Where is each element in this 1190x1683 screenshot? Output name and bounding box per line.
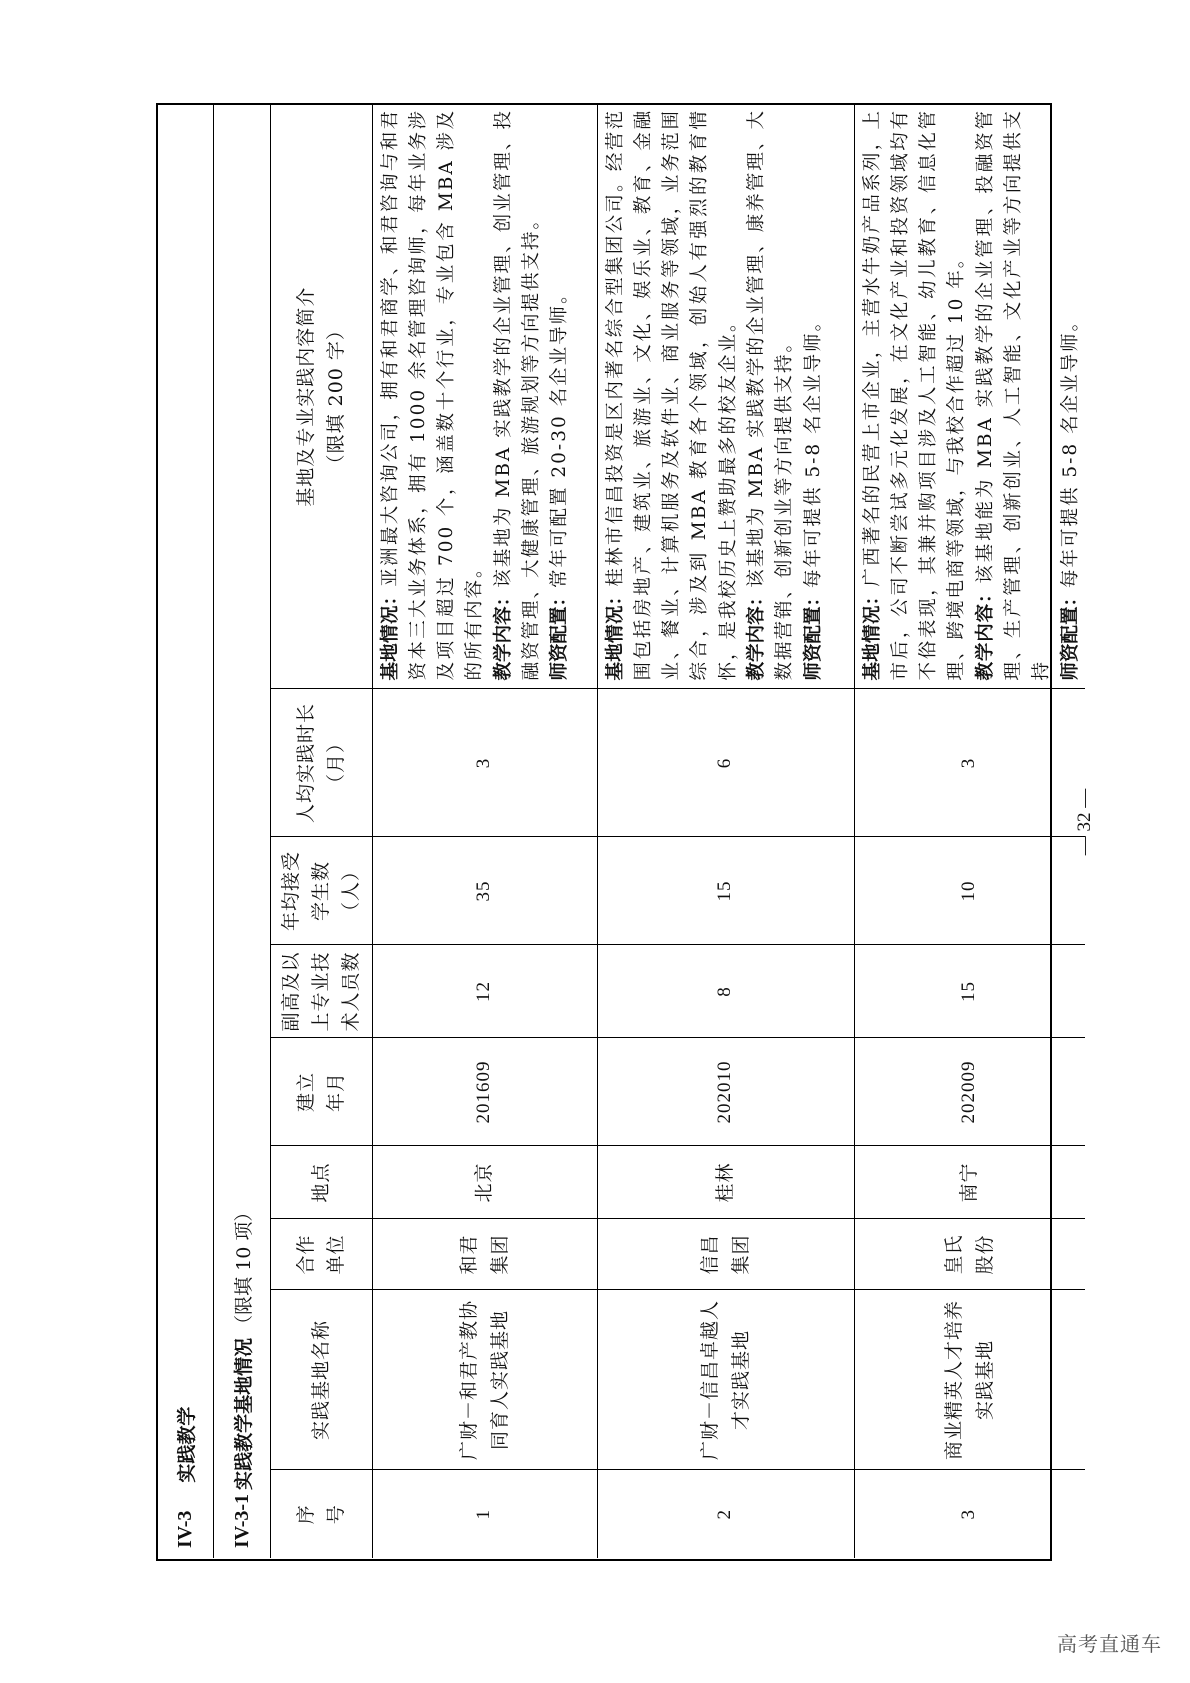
cell-students: 35 bbox=[372, 837, 597, 945]
table-row bbox=[854, 105, 1085, 1558]
header-duration: 人均实践时长 （月） bbox=[271, 689, 372, 837]
cell-established: 202010 bbox=[597, 1038, 854, 1146]
intro-paragraph: 师资配置：每年可提供 5-8 名企业导师。 bbox=[802, 310, 824, 681]
header-row bbox=[271, 105, 372, 1558]
intro-paragraph: 师资配置：每年可提供 5-8 名企业导师。 bbox=[1059, 310, 1081, 681]
header-intro: 基地及专业实践内容简介 （限填 200 字） bbox=[271, 105, 372, 689]
section-title: 实践教学 bbox=[176, 1406, 198, 1483]
cell-partner: 信昌集团 bbox=[597, 1219, 854, 1290]
section-code: IV-3 bbox=[174, 1510, 196, 1548]
subsection-code: IV-3-1 bbox=[230, 1493, 253, 1548]
intro-paragraph: 基地情况：桂林市信昌投资是区内著名综合型集团公司。经营范围包括房地产、建筑业、旅游业、文化、娱乐业、教育、金融业、餐业、计算机服务及软件业、商业服务等领域，业务范围综合，涉及到 MBA 教育各个领域，创始人有强烈的教育情怀，是我校历史上赞助最多的校友企业。 bbox=[604, 109, 739, 681]
intro-paragraph: 基地情况：亚洲最大咨询公司，拥有和君商学、和君咨询与和君资本三大业务体系，拥有 1000 余名管理咨询师，每年业务涉及项目超过 700 个，涵盖数十个行业，专业包含 MBA 涉及的所有内容。 bbox=[379, 109, 486, 681]
intro-paragraph: 教学内容：该基地能为 MBA 实践教学的企业管理、投融资管理、生产管理、创新创业、人工智能、文化产业等方向提供支持 bbox=[974, 109, 1053, 681]
header-students: 年均接受 学生数 （人） bbox=[271, 837, 372, 945]
header-seq: 序 号 bbox=[271, 1470, 372, 1558]
cell-location: 桂林 bbox=[597, 1146, 854, 1219]
page-number: — 32 — bbox=[1074, 788, 1095, 856]
header-established: 建立 年月 bbox=[271, 1038, 372, 1146]
header-name: 实践基地名称 bbox=[271, 1290, 372, 1470]
header-location: 地点 bbox=[271, 1146, 372, 1219]
intro-paragraph: 教学内容：该基地为 MBA 实践教学的企业管理、创业管理、投融资管理、大健康管理、旅游规划等方向提供支持。 bbox=[492, 109, 542, 681]
cell-duration: 3 bbox=[372, 689, 597, 837]
cell-intro bbox=[372, 105, 597, 689]
table-row bbox=[372, 105, 597, 1558]
subsection-heading bbox=[214, 105, 271, 1558]
header-partner: 合作 单位 bbox=[271, 1219, 372, 1290]
cell-partner: 和君集团 bbox=[372, 1219, 597, 1290]
cell-base-name: 广财－和君产教协同育人实践基地 bbox=[372, 1290, 597, 1470]
cell-seq: 1 bbox=[372, 1470, 597, 1558]
cell-location: 北京 bbox=[372, 1146, 597, 1219]
cell-base-name: 广财－信昌卓越人才实践基地 bbox=[597, 1290, 854, 1470]
page-frame bbox=[156, 103, 1081, 1561]
cell-duration: 3 bbox=[854, 689, 1085, 837]
cell-partner: 皇氏股份 bbox=[854, 1219, 1085, 1290]
section-heading bbox=[158, 105, 214, 1558]
cell-established: 201609 bbox=[372, 1038, 597, 1146]
rotated-content bbox=[158, 105, 1081, 1558]
intro-paragraph: 师资配置：常年可配置 20-30 名企业导师。 bbox=[549, 283, 571, 681]
cell-duration: 6 bbox=[597, 689, 854, 837]
cell-seq: 2 bbox=[597, 1470, 854, 1558]
cell-location: 南宁 bbox=[854, 1146, 1085, 1219]
cell-staff: 15 bbox=[854, 945, 1085, 1038]
subsection-limit: （限填 10 项） bbox=[232, 1202, 255, 1334]
intro-paragraph: 教学内容：该基地为 MBA 实践教学的企业管理、康养管理、大数据营销、创新创业等方向提供支持。 bbox=[745, 109, 796, 681]
cell-staff: 12 bbox=[372, 945, 597, 1038]
cell-established: 202009 bbox=[854, 1038, 1085, 1146]
cell-students: 10 bbox=[854, 837, 1085, 945]
subsection-title: 实践教学基地情况 bbox=[232, 1337, 255, 1490]
cell-seq: 3 bbox=[854, 1470, 1085, 1558]
cell-intro bbox=[597, 105, 854, 689]
header-staff: 副高及以 上专业技 术人员数 bbox=[271, 945, 372, 1038]
cell-students: 15 bbox=[597, 837, 854, 945]
practice-base-table bbox=[271, 105, 1085, 1558]
table-row bbox=[597, 105, 854, 1558]
cell-staff: 8 bbox=[597, 945, 854, 1038]
cell-base-name: 商业精英人才培养实践基地 bbox=[854, 1290, 1085, 1470]
cell-intro bbox=[854, 105, 1085, 689]
watermark-text: 高考直通车 bbox=[1057, 1632, 1162, 1656]
intro-paragraph: 基地情况：广西著名的民营上市企业，主营水牛奶产品系列，上市后，公司不断尝试多元化发展，在文化产业和投资领域均有不俗表现，其兼并购项目涉及人工智能、幼儿教育、信息化管理、跨境电商等领域，与我校合作超过 10 年。 bbox=[861, 109, 968, 681]
